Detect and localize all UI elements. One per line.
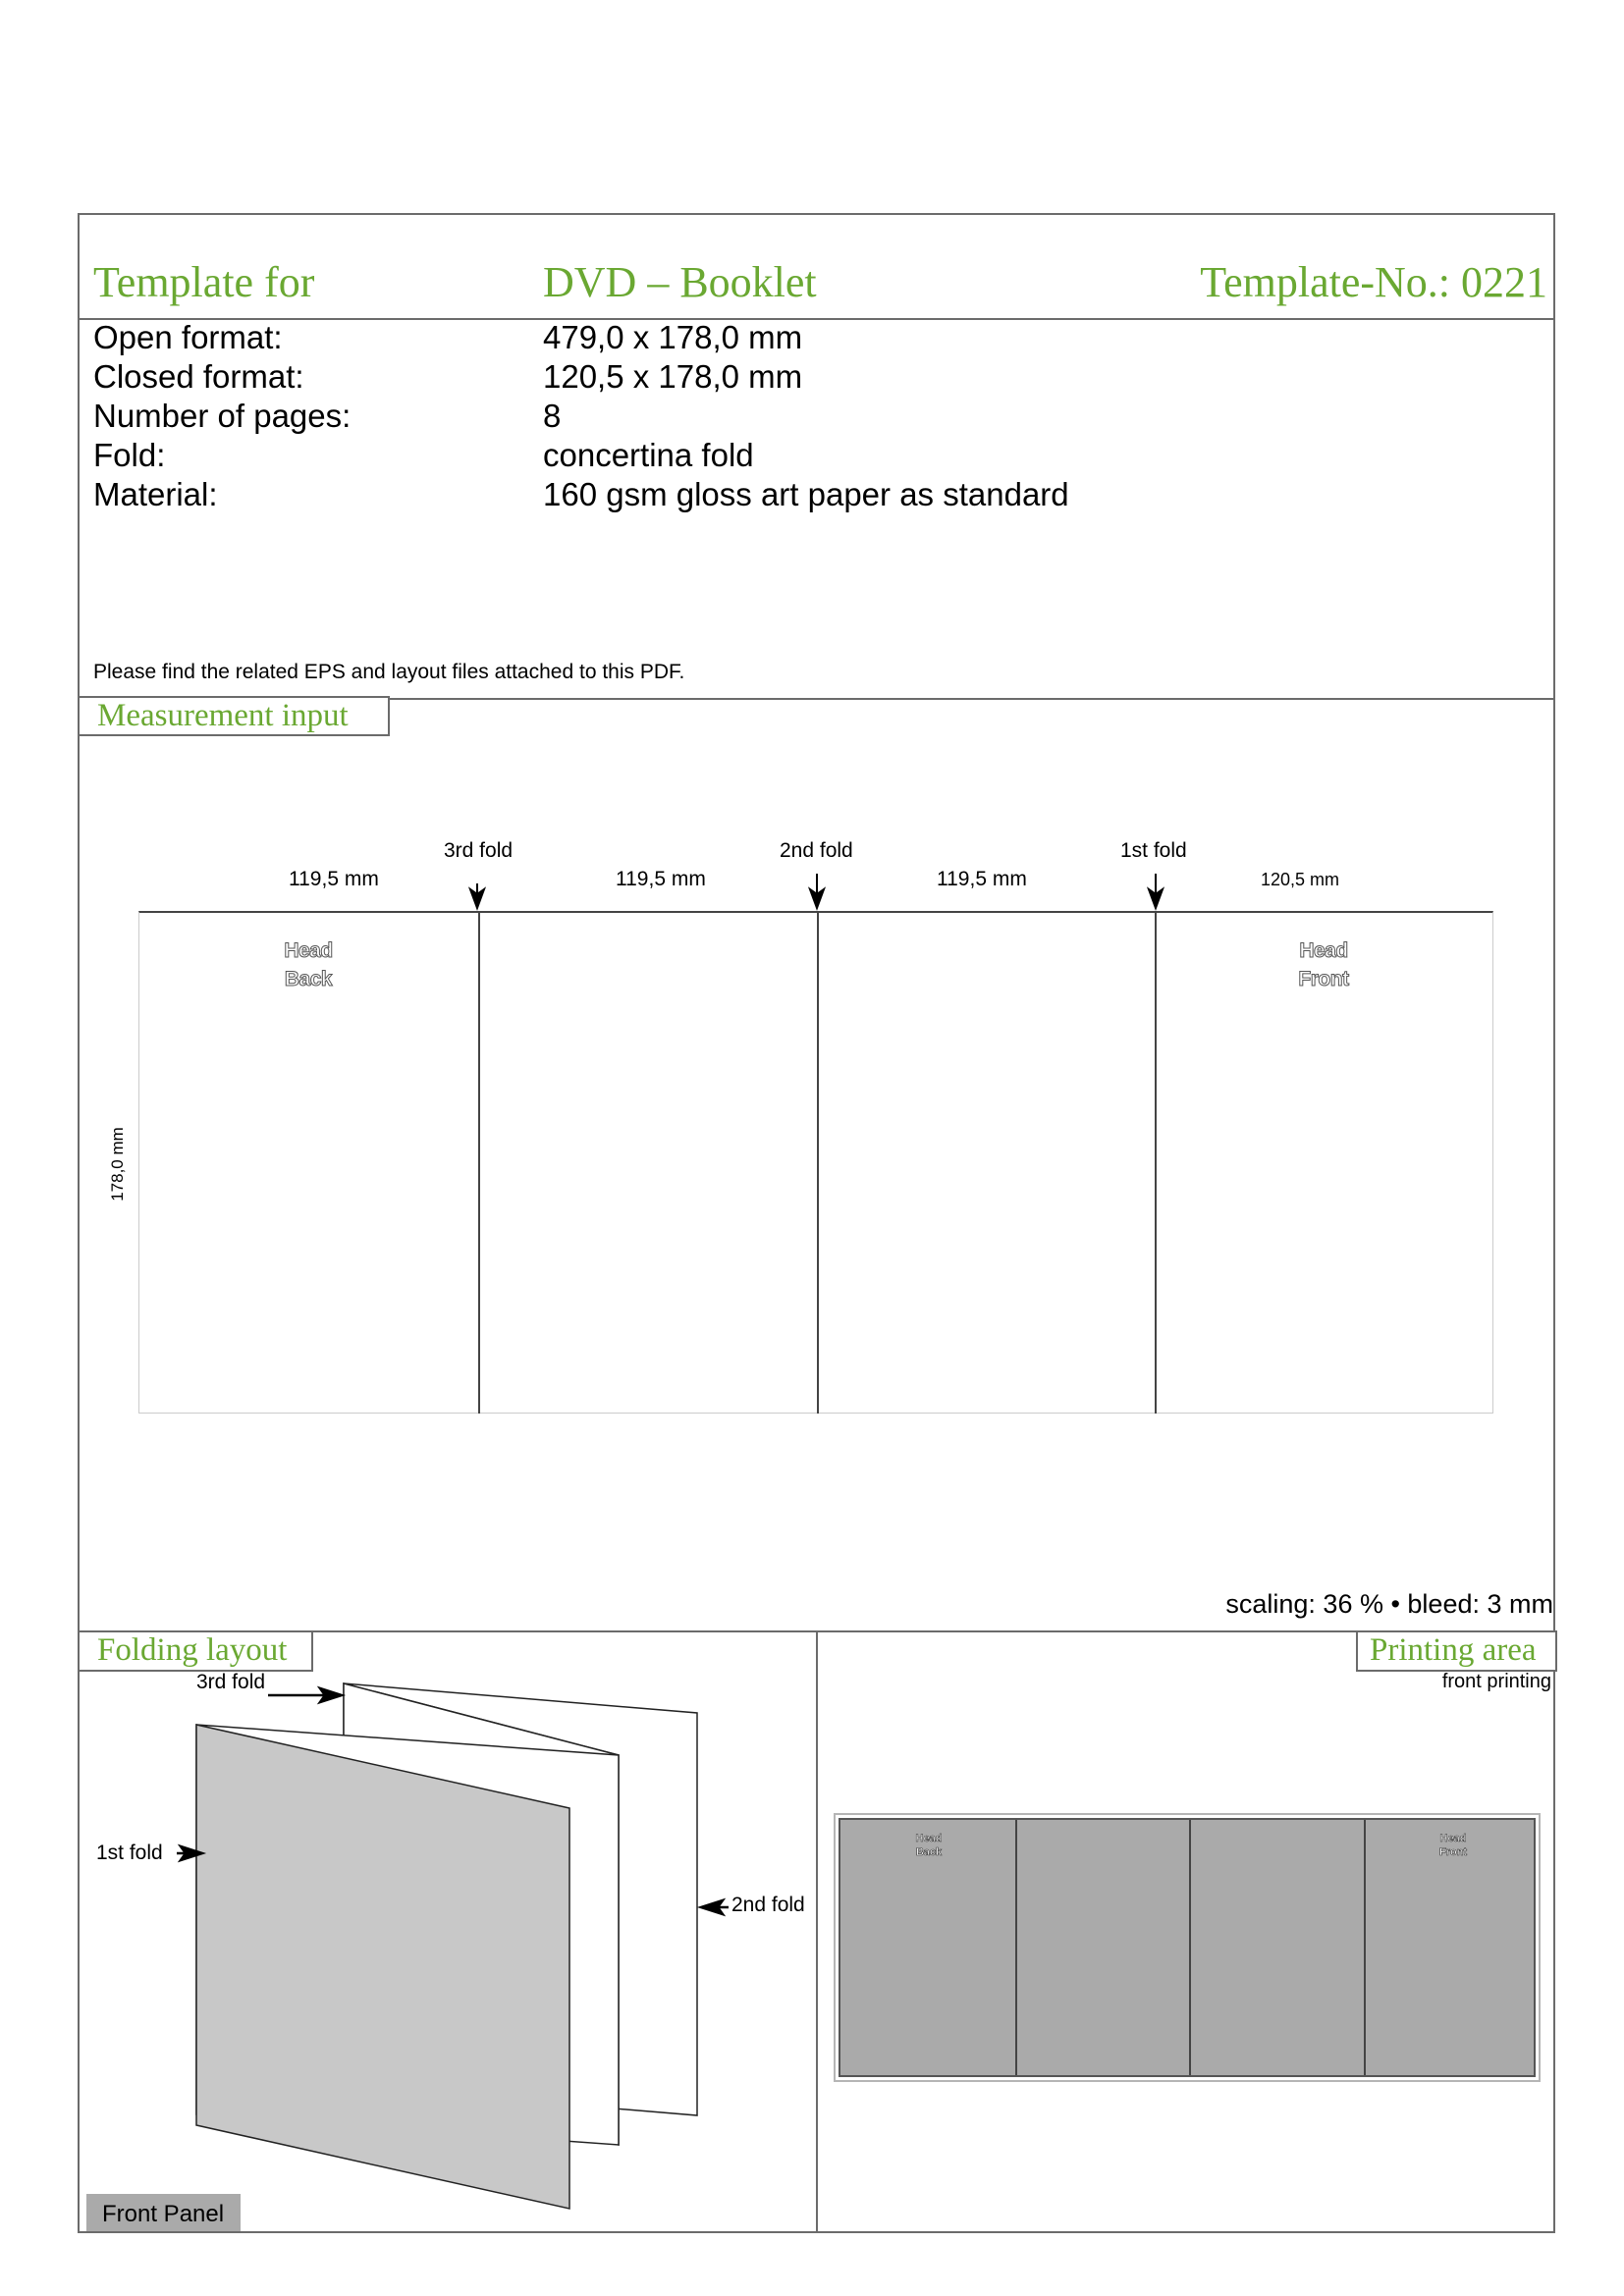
width-label-panel-4: 120,5 mm: [1261, 870, 1340, 889]
layout-panels: [138, 911, 1493, 1414]
spec-value-closed-format: 120,5 x 178,0 mm: [543, 358, 803, 395]
spec-value-pages: 8: [543, 398, 562, 434]
print-fold-line-3: [1364, 1820, 1366, 2075]
folding-diagram: [0, 1620, 816, 2233]
width-label-panel-1: 119,5 mm: [289, 868, 379, 890]
print-head-front-2: Front: [1438, 1846, 1468, 1858]
fold-line-1st: [1155, 913, 1157, 1414]
template-for-label: Template for: [93, 258, 315, 306]
fold-line-3rd: [478, 913, 480, 1414]
scaling-info: scaling: 36 % • bleed: 3 mm: [1225, 1589, 1553, 1619]
printing-area-tab: Printing area: [1356, 1630, 1557, 1672]
width-label-panel-3: 119,5 mm: [937, 868, 1027, 890]
head-front-line-1: Head: [1299, 939, 1348, 962]
front-panel-label: Front Panel: [86, 2194, 241, 2231]
fold-arrows: [0, 0, 1624, 982]
spec-value-open-format: 479,0 x 178,0 mm: [543, 319, 803, 355]
spec-label-closed-format: Closed format:: [93, 358, 304, 395]
print-back-label: [909, 1832, 948, 1859]
print-preview: [834, 1813, 1541, 2082]
folding-label-3rd: 3rd fold: [196, 1671, 266, 1693]
panel-front-label: [1294, 936, 1353, 993]
print-panels: [839, 1818, 1536, 2077]
head-back-line-2: Back: [284, 968, 333, 990]
product-title: DVD – Booklet: [543, 258, 817, 306]
print-fold-line-2: [1189, 1820, 1191, 2075]
print-head-back-2: Back: [915, 1846, 943, 1858]
print-front-label: [1434, 1832, 1473, 1859]
spec-label-pages: Number of pages:: [93, 398, 352, 434]
folding-label-1st: 1st fold: [96, 1842, 163, 1864]
attachment-note: Please find the related EPS and layout files attached to this PDF.: [93, 661, 685, 683]
spec-label-open-format: Open format:: [93, 319, 283, 355]
spec-value-fold: concertina fold: [543, 437, 754, 473]
spec-label-material: Material:: [93, 476, 218, 512]
fold-label-3rd: 3rd fold: [444, 839, 514, 862]
print-head-back-1: Head: [915, 1833, 943, 1844]
print-head-front-1: Head: [1439, 1833, 1467, 1844]
fold-line-2nd: [817, 913, 819, 1414]
panel-back-label: [279, 936, 338, 993]
bottom-split-divider: [816, 1630, 818, 2233]
template-number: Template-No.: 0221: [1200, 258, 1547, 306]
head-back-line-1: Head: [284, 939, 333, 962]
printing-subtitle: front printing: [1441, 1671, 1551, 1692]
folding-label-2nd: 2nd fold: [731, 1894, 805, 1916]
folding-layout-tab: Folding layout: [78, 1630, 313, 1672]
spec-label-fold: Fold:: [93, 437, 166, 473]
height-label: 178,0 mm: [108, 1127, 127, 1201]
measurement-input-tab: Measurement input: [78, 696, 390, 736]
head-front-line-2: Front: [1298, 968, 1349, 990]
fold-label-1st: 1st fold: [1120, 839, 1187, 862]
spec-value-material: 160 gsm gloss art paper as standard: [543, 476, 1069, 512]
width-label-panel-2: 119,5 mm: [616, 868, 706, 890]
print-fold-line-1: [1015, 1820, 1017, 2075]
fold-label-2nd: 2nd fold: [780, 839, 853, 862]
